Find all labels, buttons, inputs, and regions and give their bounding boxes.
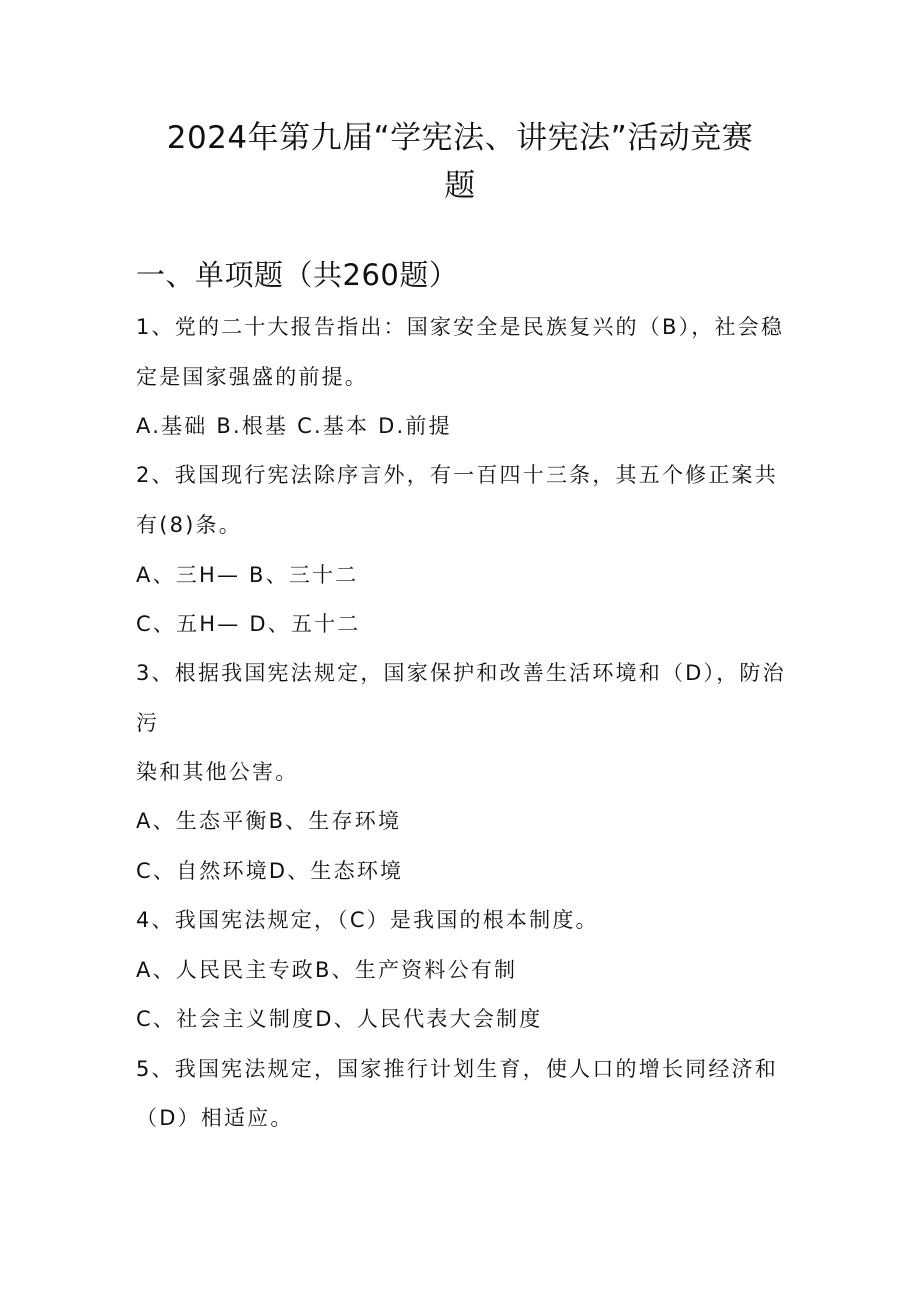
q5-line-2: （D）相适应。 <box>136 1106 294 1130</box>
q1-options: A.基础 B.根基 C.基本 D.前提 <box>136 414 452 438</box>
q3-options-c-d: C、自然环境D、生态环境 <box>136 859 404 883</box>
section-heading: 一、单项题（共260题） <box>136 258 459 292</box>
q5-line-1: 5、我国宪法规定，国家推行计划生育，使人口的增长同经济和 <box>136 1057 778 1081</box>
q4-line-1: 4、我国宪法规定，（C）是我国的根本制度。 <box>136 908 599 932</box>
q3-line-2: 污 <box>136 711 160 735</box>
q2-line-1: 2、我国现行宪法除序言外，有一百四十三条，其五个修正案共 <box>136 463 778 487</box>
q1-line-1: 1、党的二十大报告指出：国家安全是民族复兴的（B），社会稳 <box>136 315 785 339</box>
q1-line-2: 定是国家强盛的前提。 <box>136 365 368 389</box>
document-title-line-1: 2024年第九届“学宪法、讲宪法”活动竞赛 <box>166 120 754 156</box>
q3-line-1: 3、根据我国宪法规定，国家保护和改善生活环境和（D），防治 <box>136 661 786 685</box>
q2-options-c-d: C、五H— D、五十二 <box>136 612 361 636</box>
q2-line-2: 有(8)条。 <box>136 513 242 537</box>
q3-options-a-b: A、生态平衡B、生存环境 <box>136 809 402 833</box>
q2-options-a-b: A、三H— B、三十二 <box>136 563 359 587</box>
q4-options-a-b: A、人民民主专政B、生产资料公有制 <box>136 958 518 982</box>
document-title-line-2: 题 <box>444 168 476 204</box>
q3-line-3: 染和其他公害。 <box>136 760 299 784</box>
q4-options-c-d: C、社会主义制度D、人民代表大会制度 <box>136 1007 543 1031</box>
